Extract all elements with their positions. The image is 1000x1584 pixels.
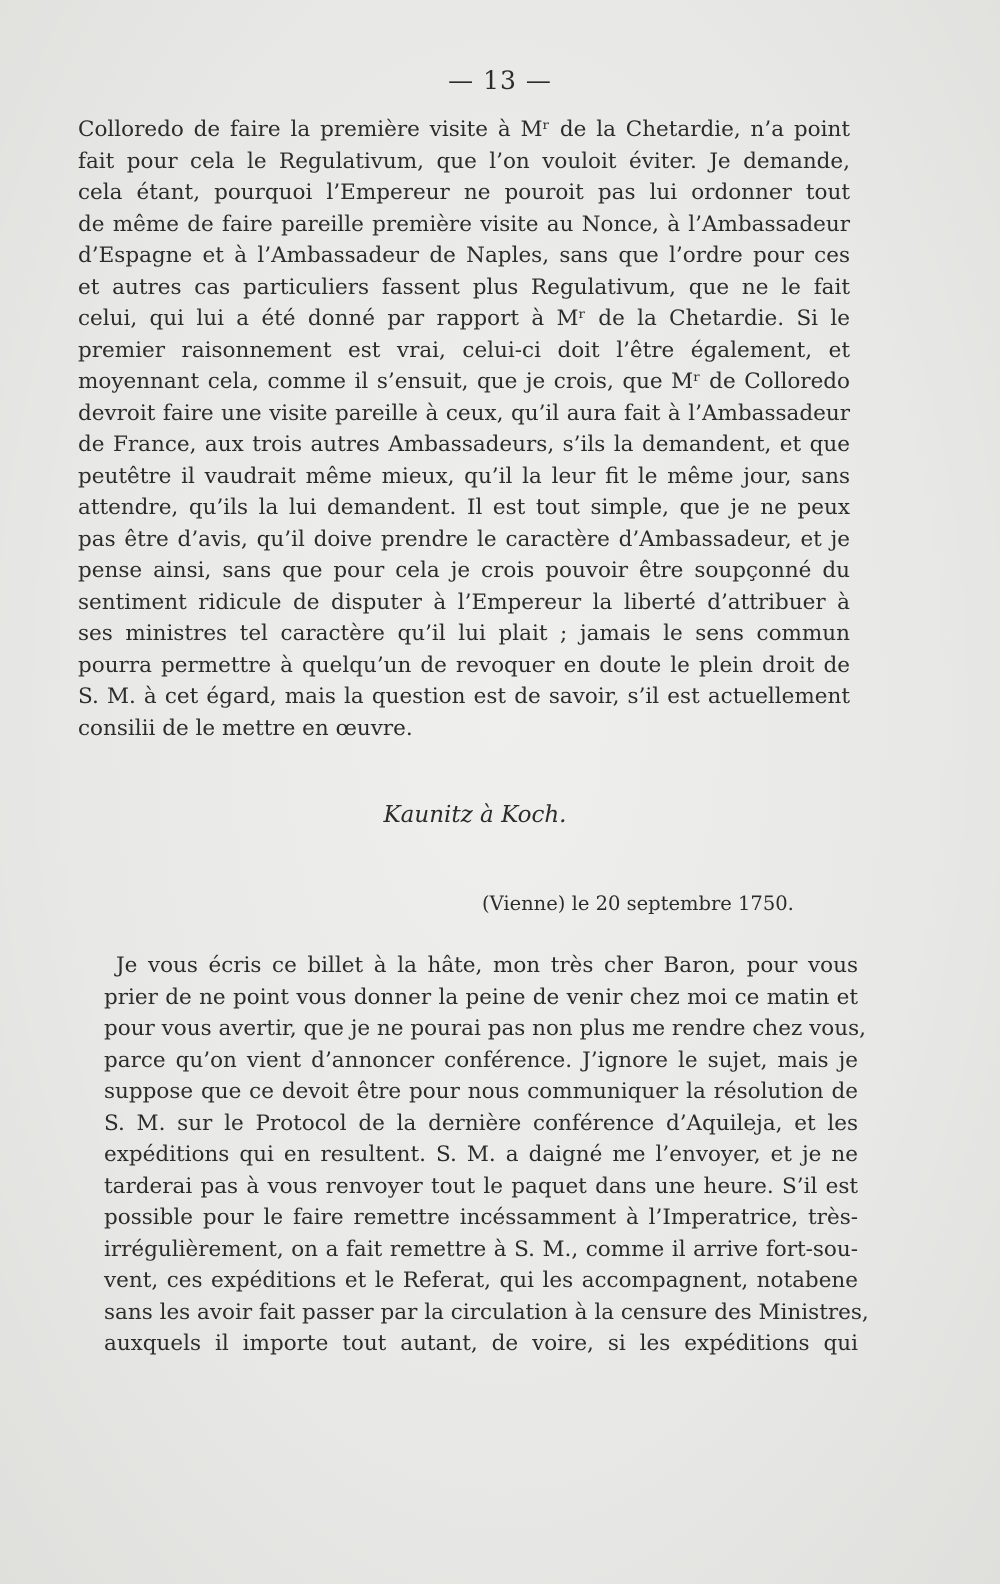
text-line: ses ministres tel caractère qu’il lui plait ; jamais le sens commun	[78, 621, 850, 646]
text-line: pense ainsi, sans que pour cela je crois pouvoir être soupçonné du	[78, 558, 850, 583]
text-line: S. M. à cet égard, mais la question est de savoir, s’il est actuellement	[78, 684, 850, 709]
text-line: S. M. sur le Protocol de la dernière conférence d’Aquileja, et les	[104, 1110, 858, 1136]
paragraph-2	[104, 950, 869, 1360]
text-line: peutêtre il vaudrait même mieux, qu’il la leur fit le même jour, sans	[78, 463, 850, 489]
text-line: possible pour le faire remettre incéssamment à l’Imperatrice, très-	[104, 1205, 858, 1230]
text-line: pourra permettre à quelqu’un de revoquer en doute le plein droit de	[78, 652, 850, 678]
text-line: de France, aux trois autres Ambassadeurs, s’ils la demandent, et que	[78, 432, 850, 457]
text-line: consilii de le mettre en œuvre.	[78, 715, 413, 741]
page-number: — 13 —	[448, 66, 552, 95]
paragraph-1	[78, 114, 850, 744]
text-line: prier de ne point vous donner la peine de venir chez moi ce matin et	[104, 984, 858, 1010]
text-line: parce qu’on vient d’annoncer conférence. J’ignore le sujet, mais je	[104, 1047, 858, 1073]
text-line: expéditions qui en resultent. S. M. a daigné me l’envoyer, et je ne	[104, 1142, 858, 1167]
text-line: cela étant, pourquoi l’Empereur ne pouroit pas lui ordonner tout	[78, 180, 850, 205]
text-line: Colloredo de faire la première visite à Mʳ de la Chetardie, n’a point	[78, 117, 850, 142]
text-line: Je vous écris ce billet à la hâte, mon très cher Baron, pour vous	[116, 953, 858, 978]
text-line: pas être d’avis, qu’il doive prendre le caractère d’Ambassadeur, et je	[78, 526, 850, 552]
text-line: d’Espagne et à l’Ambassadeur de Naples, sans que l’ordre pour ces	[78, 243, 850, 268]
text-line: et autres cas particuliers fassent plus Regulativum, que ne le fait	[78, 274, 850, 300]
text-line: fait pour cela le Regulativum, que l’on vouloit éviter. Je demande,	[78, 148, 850, 174]
text-line: irrégulièrement, on a fait remettre à S. M., comme il arrive fort-sou-	[104, 1236, 858, 1262]
text-line: de même de faire pareille première visite au Nonce, à l’Ambassadeur	[78, 211, 850, 237]
text-line: auxquels il importe tout autant, de voire, si les expéditions qui	[104, 1331, 858, 1356]
text-line: attendre, qu’ils la lui demandent. Il est tout simple, que je ne peux	[78, 495, 850, 520]
text-line: devroit faire une visite pareille à ceux, qu’il aura fait à l’Ambassadeur	[78, 400, 850, 426]
letter-dateline: (Vienne) le 20 septembre 1750.	[482, 892, 794, 915]
text-line: sans les avoir fait passer par la circulation à la censure des Ministres,	[104, 1299, 869, 1325]
text-line: pour vous avertir, que je ne pourai pas non plus me rendre chez vous,	[104, 1016, 866, 1041]
text-line: celui, qui lui a été donné par rapport à Mʳ de la Chetardie. Si le	[78, 306, 850, 331]
letter-heading: Kaunitz à Koch.	[383, 802, 567, 828]
text-line: vent, ces expéditions et le Referat, qui les accompagnent, notabene	[104, 1268, 858, 1293]
text-line: tarderai pas à vous renvoyer tout le paquet dans une heure. S’il est	[104, 1173, 858, 1199]
text-line: suppose que ce devoit être pour nous communiquer la résolution de	[104, 1079, 858, 1104]
text-line: moyennant cela, comme il s’ensuit, que je crois, que Mʳ de Colloredo	[78, 369, 850, 394]
text-line: sentiment ridicule de disputer à l’Empereur la liberté d’attribuer à	[78, 589, 850, 615]
text-line: premier raisonnement est vrai, celui-ci doit l’être également, et	[78, 337, 850, 363]
